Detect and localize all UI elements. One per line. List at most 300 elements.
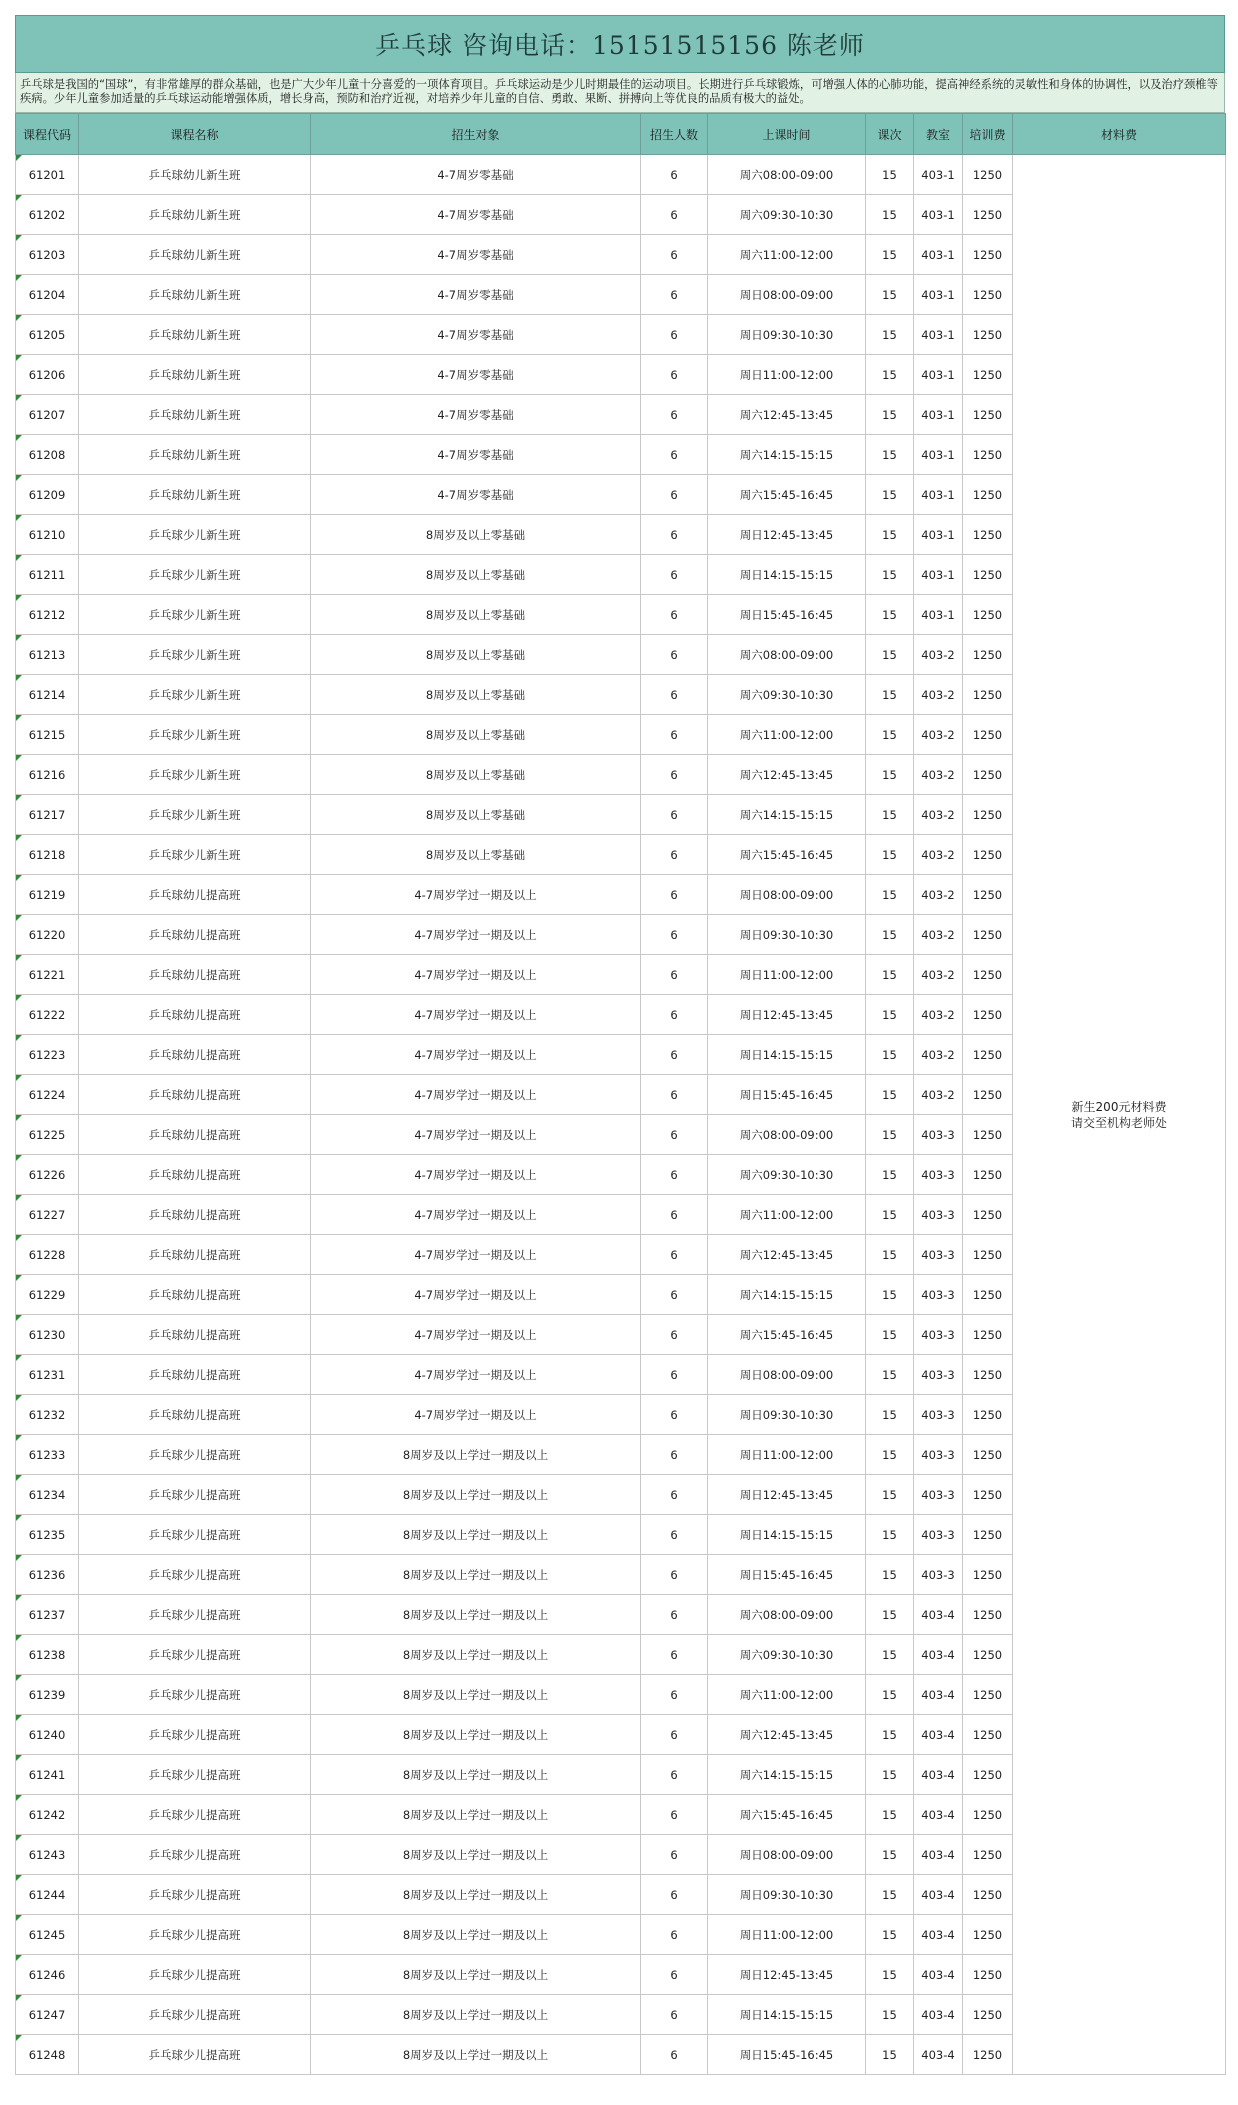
cell-fee: 1250 (963, 915, 1013, 955)
cell-target: 4-7周岁学过一期及以上 (311, 1075, 641, 1115)
cell-fee: 1250 (963, 315, 1013, 355)
cell-sessions: 15 (866, 795, 914, 835)
cell-sessions: 15 (866, 475, 914, 515)
cell-target: 8周岁及以上学过一期及以上 (311, 1675, 641, 1715)
cell-course-name: 乒乓球幼儿新生班 (79, 475, 311, 515)
cell-quota: 6 (641, 1035, 708, 1075)
cell-course-name: 乒乓球幼儿提高班 (79, 1115, 311, 1155)
cell-sessions: 15 (866, 1035, 914, 1075)
cell-course-name: 乒乓球少儿提高班 (79, 1555, 311, 1595)
cell-sessions: 15 (866, 1595, 914, 1635)
cell-code: 61228 (16, 1235, 79, 1275)
cell-quota: 6 (641, 1195, 708, 1235)
cell-target: 8周岁及以上学过一期及以上 (311, 1835, 641, 1875)
cell-time: 周六11:00-12:00 (708, 1675, 866, 1715)
cell-code: 61214 (16, 675, 79, 715)
cell-code: 61207 (16, 395, 79, 435)
cell-time: 周六11:00-12:00 (708, 715, 866, 755)
cell-course-name: 乒乓球少儿提高班 (79, 1595, 311, 1635)
cell-quota: 6 (641, 1395, 708, 1435)
cell-time: 周六09:30-10:30 (708, 195, 866, 235)
cell-fee: 1250 (963, 1635, 1013, 1675)
cell-fee: 1250 (963, 1115, 1013, 1155)
cell-sessions: 15 (866, 1275, 914, 1315)
cell-time: 周六08:00-09:00 (708, 155, 866, 195)
cell-course-name: 乒乓球少儿新生班 (79, 755, 311, 795)
cell-room: 403-3 (914, 1515, 963, 1555)
cell-room: 403-2 (914, 955, 963, 995)
cell-room: 403-4 (914, 1875, 963, 1915)
table-body (16, 155, 1226, 2075)
cell-room: 403-3 (914, 1475, 963, 1515)
cell-quota: 6 (641, 1595, 708, 1635)
cell-course-name: 乒乓球少儿新生班 (79, 635, 311, 675)
cell-target: 4-7周岁学过一期及以上 (311, 1155, 641, 1195)
cell-course-name: 乒乓球少儿提高班 (79, 1435, 311, 1475)
cell-time: 周日15:45-16:45 (708, 2035, 866, 2075)
cell-time: 周日08:00-09:00 (708, 875, 866, 915)
cell-target: 8周岁及以上学过一期及以上 (311, 1795, 641, 1835)
cell-time: 周日12:45-13:45 (708, 515, 866, 555)
cell-course-name: 乒乓球幼儿提高班 (79, 1075, 311, 1115)
cell-sessions: 15 (866, 1475, 914, 1515)
cell-quota: 6 (641, 1155, 708, 1195)
cell-course-name: 乒乓球少儿提高班 (79, 1795, 311, 1835)
cell-time: 周日15:45-16:45 (708, 1555, 866, 1595)
cell-quota: 6 (641, 1955, 708, 1995)
cell-room: 403-1 (914, 475, 963, 515)
cell-target: 4-7周岁学过一期及以上 (311, 1115, 641, 1155)
cell-target: 4-7周岁零基础 (311, 355, 641, 395)
cell-time: 周六14:15-15:15 (708, 435, 866, 475)
cell-target: 8周岁及以上学过一期及以上 (311, 1515, 641, 1555)
cell-time: 周日15:45-16:45 (708, 1075, 866, 1115)
cell-quota: 6 (641, 795, 708, 835)
cell-fee: 1250 (963, 275, 1013, 315)
cell-course-name: 乒乓球少儿提高班 (79, 1635, 311, 1675)
cell-time: 周日09:30-10:30 (708, 1395, 866, 1435)
cell-quota: 6 (641, 1875, 708, 1915)
cell-target: 8周岁及以上学过一期及以上 (311, 1635, 641, 1675)
cell-target: 8周岁及以上学过一期及以上 (311, 1995, 641, 2035)
cell-target: 8周岁及以上零基础 (311, 755, 641, 795)
cell-target: 4-7周岁零基础 (311, 435, 641, 475)
cell-room: 403-2 (914, 795, 963, 835)
cell-course-name: 乒乓球幼儿新生班 (79, 435, 311, 475)
cell-target: 4-7周岁零基础 (311, 195, 641, 235)
cell-room: 403-1 (914, 155, 963, 195)
cell-code: 61209 (16, 475, 79, 515)
cell-quota: 6 (641, 1795, 708, 1835)
cell-quota: 6 (641, 1675, 708, 1715)
cell-course-name: 乒乓球幼儿新生班 (79, 275, 311, 315)
cell-room: 403-4 (914, 1635, 963, 1675)
cell-sessions: 15 (866, 195, 914, 235)
cell-room: 403-2 (914, 635, 963, 675)
cell-room: 403-1 (914, 315, 963, 355)
cell-course-name: 乒乓球少儿提高班 (79, 1875, 311, 1915)
cell-room: 403-1 (914, 435, 963, 475)
cell-code: 61215 (16, 715, 79, 755)
cell-sessions: 15 (866, 675, 914, 715)
cell-time: 周日12:45-13:45 (708, 1955, 866, 1995)
cell-time: 周日12:45-13:45 (708, 1475, 866, 1515)
cell-target: 4-7周岁学过一期及以上 (311, 1195, 641, 1235)
col-header-room: 教室 (914, 114, 963, 155)
cell-code: 61223 (16, 1035, 79, 1075)
cell-sessions: 15 (866, 1235, 914, 1275)
cell-code: 61238 (16, 1635, 79, 1675)
cell-target: 4-7周岁学过一期及以上 (311, 1315, 641, 1355)
cell-quota: 6 (641, 675, 708, 715)
cell-code: 61240 (16, 1715, 79, 1755)
cell-course-name: 乒乓球少儿提高班 (79, 1675, 311, 1715)
cell-room: 403-3 (914, 1435, 963, 1475)
cell-time: 周日08:00-09:00 (708, 1355, 866, 1395)
cell-room: 403-3 (914, 1195, 963, 1235)
cell-fee: 1250 (963, 1995, 1013, 2035)
cell-fee: 1250 (963, 355, 1013, 395)
cell-quota: 6 (641, 195, 708, 235)
cell-room: 403-1 (914, 275, 963, 315)
cell-time: 周六14:15-15:15 (708, 1275, 866, 1315)
cell-code: 61241 (16, 1755, 79, 1795)
cell-code: 61222 (16, 995, 79, 1035)
col-header-target: 招生对象 (311, 114, 641, 155)
cell-course-name: 乒乓球幼儿提高班 (79, 1275, 311, 1315)
cell-time: 周六15:45-16:45 (708, 475, 866, 515)
cell-room: 403-4 (914, 1715, 963, 1755)
cell-sessions: 15 (866, 155, 914, 195)
cell-quota: 6 (641, 1355, 708, 1395)
cell-room: 403-2 (914, 715, 963, 755)
cell-room: 403-2 (914, 755, 963, 795)
cell-quota: 6 (641, 1235, 708, 1275)
cell-code: 61225 (16, 1115, 79, 1155)
cell-sessions: 15 (866, 995, 914, 1035)
cell-quota: 6 (641, 435, 708, 475)
col-header-code: 课程代码 (16, 114, 79, 155)
cell-fee: 1250 (963, 1235, 1013, 1275)
cell-course-name: 乒乓球少儿新生班 (79, 715, 311, 755)
cell-fee: 1250 (963, 1955, 1013, 1995)
cell-fee: 1250 (963, 1875, 1013, 1915)
cell-room: 403-3 (914, 1235, 963, 1275)
cell-sessions: 15 (866, 1835, 914, 1875)
cell-time: 周六12:45-13:45 (708, 1235, 866, 1275)
cell-quota: 6 (641, 1075, 708, 1115)
cell-sessions: 15 (866, 1515, 914, 1555)
cell-time: 周日15:45-16:45 (708, 595, 866, 635)
cell-sessions: 15 (866, 515, 914, 555)
cell-room: 403-4 (914, 1795, 963, 1835)
cell-time: 周六11:00-12:00 (708, 1195, 866, 1235)
cell-quota: 6 (641, 2035, 708, 2075)
course-sheet (15, 15, 1225, 2075)
cell-time: 周日09:30-10:30 (708, 315, 866, 355)
cell-course-name: 乒乓球幼儿提高班 (79, 1155, 311, 1195)
cell-sessions: 15 (866, 315, 914, 355)
cell-sessions: 15 (866, 1115, 914, 1155)
cell-sessions: 15 (866, 435, 914, 475)
cell-course-name: 乒乓球少儿提高班 (79, 1995, 311, 2035)
cell-code: 61230 (16, 1315, 79, 1355)
cell-time: 周六12:45-13:45 (708, 1715, 866, 1755)
cell-code: 61216 (16, 755, 79, 795)
cell-room: 403-1 (914, 355, 963, 395)
cell-code: 61201 (16, 155, 79, 195)
cell-sessions: 15 (866, 1915, 914, 1955)
cell-fee: 1250 (963, 715, 1013, 755)
cell-target: 4-7周岁学过一期及以上 (311, 1235, 641, 1275)
cell-room: 403-1 (914, 515, 963, 555)
cell-room: 403-1 (914, 595, 963, 635)
cell-fee: 1250 (963, 635, 1013, 675)
cell-room: 403-1 (914, 235, 963, 275)
cell-code: 61213 (16, 635, 79, 675)
cell-quota: 6 (641, 835, 708, 875)
cell-code: 61227 (16, 1195, 79, 1235)
cell-target: 8周岁及以上学过一期及以上 (311, 1755, 641, 1795)
cell-quota: 6 (641, 515, 708, 555)
cell-fee: 1250 (963, 1755, 1013, 1795)
cell-course-name: 乒乓球少儿新生班 (79, 515, 311, 555)
cell-quota: 6 (641, 1995, 708, 2035)
cell-room: 403-4 (914, 1955, 963, 1995)
cell-sessions: 15 (866, 1995, 914, 2035)
intro-text: 乒乓球是我国的“国球”，有非常雄厚的群众基础，也是广大少年儿童十分喜爱的一项体育项目。乒乓球运动是少儿时期最佳的运动项目。长期进行乒乓球锻炼，可增强人体的心肺功能，提高神经系统的灵敏性和身体的协调性，以及治疗颈椎等疾病。少年儿童参加适量的乒乓球运动能增强体质，增长身高，预防和治疗近视，对培养少年儿童的自信、勇敢、果断、拼搏向上等优良的品质有极大的益处。 (15, 73, 1225, 113)
cell-fee: 1250 (963, 1795, 1013, 1835)
cell-fee: 1250 (963, 195, 1013, 235)
cell-time: 周日11:00-12:00 (708, 1435, 866, 1475)
cell-target: 8周岁及以上零基础 (311, 515, 641, 555)
cell-fee: 1250 (963, 1835, 1013, 1875)
cell-time: 周日09:30-10:30 (708, 1875, 866, 1915)
cell-fee: 1250 (963, 235, 1013, 275)
cell-fee: 1250 (963, 675, 1013, 715)
cell-time: 周日12:45-13:45 (708, 995, 866, 1035)
cell-course-name: 乒乓球少儿新生班 (79, 675, 311, 715)
col-header-material: 材料费 (1013, 114, 1226, 155)
cell-fee: 1250 (963, 875, 1013, 915)
cell-fee: 1250 (963, 835, 1013, 875)
cell-code: 61244 (16, 1875, 79, 1915)
cell-target: 4-7周岁零基础 (311, 275, 641, 315)
cell-sessions: 15 (866, 715, 914, 755)
cell-course-name: 乒乓球少儿提高班 (79, 2035, 311, 2075)
cell-quota: 6 (641, 595, 708, 635)
cell-room: 403-1 (914, 395, 963, 435)
cell-fee: 1250 (963, 1035, 1013, 1075)
cell-course-name: 乒乓球少儿新生班 (79, 595, 311, 635)
cell-quota: 6 (641, 875, 708, 915)
cell-sessions: 15 (866, 635, 914, 675)
cell-quota: 6 (641, 635, 708, 675)
cell-sessions: 15 (866, 235, 914, 275)
cell-sessions: 15 (866, 755, 914, 795)
cell-course-name: 乒乓球幼儿提高班 (79, 915, 311, 955)
cell-code: 61246 (16, 1955, 79, 1995)
cell-quota: 6 (641, 955, 708, 995)
cell-code: 61233 (16, 1435, 79, 1475)
cell-code: 61204 (16, 275, 79, 315)
cell-sessions: 15 (866, 1395, 914, 1435)
cell-time: 周六11:00-12:00 (708, 235, 866, 275)
cell-quota: 6 (641, 1475, 708, 1515)
cell-course-name: 乒乓球幼儿提高班 (79, 955, 311, 995)
cell-fee: 1250 (963, 1675, 1013, 1715)
header-row (16, 114, 1226, 155)
cell-target: 8周岁及以上学过一期及以上 (311, 1955, 641, 1995)
cell-sessions: 15 (866, 595, 914, 635)
cell-course-name: 乒乓球少儿提高班 (79, 1835, 311, 1875)
cell-time: 周日14:15-15:15 (708, 1035, 866, 1075)
cell-room: 403-4 (914, 1755, 963, 1795)
cell-quota: 6 (641, 1115, 708, 1155)
cell-quota: 6 (641, 915, 708, 955)
cell-target: 4-7周岁学过一期及以上 (311, 915, 641, 955)
cell-time: 周日11:00-12:00 (708, 355, 866, 395)
cell-sessions: 15 (866, 275, 914, 315)
cell-fee: 1250 (963, 435, 1013, 475)
cell-room: 403-4 (914, 1595, 963, 1635)
cell-fee: 1250 (963, 2035, 1013, 2075)
cell-fee: 1250 (963, 1315, 1013, 1355)
cell-sessions: 15 (866, 835, 914, 875)
cell-code: 61217 (16, 795, 79, 835)
cell-room: 403-3 (914, 1555, 963, 1595)
cell-room: 403-2 (914, 1035, 963, 1075)
cell-fee: 1250 (963, 155, 1013, 195)
cell-code: 61229 (16, 1275, 79, 1315)
cell-time: 周日08:00-09:00 (708, 1835, 866, 1875)
cell-course-name: 乒乓球幼儿提高班 (79, 875, 311, 915)
cell-target: 4-7周岁零基础 (311, 475, 641, 515)
cell-course-name: 乒乓球幼儿新生班 (79, 155, 311, 195)
cell-fee: 1250 (963, 1715, 1013, 1755)
cell-quota: 6 (641, 275, 708, 315)
cell-course-name: 乒乓球幼儿提高班 (79, 1195, 311, 1235)
cell-room: 403-4 (914, 2035, 963, 2075)
cell-code: 61242 (16, 1795, 79, 1835)
cell-sessions: 15 (866, 1755, 914, 1795)
cell-fee: 1250 (963, 795, 1013, 835)
cell-sessions: 15 (866, 875, 914, 915)
col-header-quota: 招生人数 (641, 114, 708, 155)
cell-target: 8周岁及以上零基础 (311, 555, 641, 595)
cell-target: 4-7周岁学过一期及以上 (311, 1275, 641, 1315)
col-header-time: 上课时间 (708, 114, 866, 155)
cell-sessions: 15 (866, 1355, 914, 1395)
cell-fee: 1250 (963, 475, 1013, 515)
cell-code: 61224 (16, 1075, 79, 1115)
cell-target: 4-7周岁零基础 (311, 315, 641, 355)
cell-target: 4-7周岁学过一期及以上 (311, 995, 641, 1035)
cell-room: 403-2 (914, 675, 963, 715)
cell-course-name: 乒乓球幼儿新生班 (79, 395, 311, 435)
cell-room: 403-4 (914, 1995, 963, 2035)
cell-course-name: 乒乓球少儿提高班 (79, 1715, 311, 1755)
cell-course-name: 乒乓球少儿新生班 (79, 555, 311, 595)
cell-target: 8周岁及以上学过一期及以上 (311, 1595, 641, 1635)
cell-course-name: 乒乓球幼儿提高班 (79, 1035, 311, 1075)
cell-quota: 6 (641, 1315, 708, 1355)
cell-target: 8周岁及以上零基础 (311, 675, 641, 715)
cell-code: 61212 (16, 595, 79, 635)
cell-room: 403-2 (914, 915, 963, 955)
cell-target: 8周岁及以上零基础 (311, 795, 641, 835)
cell-quota: 6 (641, 1635, 708, 1675)
cell-fee: 1250 (963, 1515, 1013, 1555)
cell-room: 403-2 (914, 1075, 963, 1115)
cell-time: 周六14:15-15:15 (708, 795, 866, 835)
cell-time: 周六08:00-09:00 (708, 1595, 866, 1635)
cell-target: 8周岁及以上学过一期及以上 (311, 1875, 641, 1915)
cell-code: 61245 (16, 1915, 79, 1955)
cell-target: 4-7周岁学过一期及以上 (311, 1395, 641, 1435)
cell-target: 4-7周岁零基础 (311, 235, 641, 275)
cell-time: 周日08:00-09:00 (708, 275, 866, 315)
cell-fee: 1250 (963, 1475, 1013, 1515)
cell-course-name: 乒乓球幼儿提高班 (79, 995, 311, 1035)
cell-sessions: 15 (866, 1435, 914, 1475)
cell-quota: 6 (641, 1435, 708, 1475)
cell-course-name: 乒乓球幼儿提高班 (79, 1395, 311, 1435)
cell-fee: 1250 (963, 995, 1013, 1035)
cell-sessions: 15 (866, 1075, 914, 1115)
cell-fee: 1250 (963, 1355, 1013, 1395)
cell-target: 8周岁及以上学过一期及以上 (311, 1715, 641, 1755)
cell-time: 周日14:15-15:15 (708, 555, 866, 595)
cell-quota: 6 (641, 755, 708, 795)
cell-target: 4-7周岁学过一期及以上 (311, 1035, 641, 1075)
cell-time: 周六08:00-09:00 (708, 635, 866, 675)
cell-course-name: 乒乓球少儿提高班 (79, 1515, 311, 1555)
cell-fee: 1250 (963, 1395, 1013, 1435)
cell-fee: 1250 (963, 555, 1013, 595)
cell-target: 4-7周岁学过一期及以上 (311, 875, 641, 915)
cell-room: 403-3 (914, 1315, 963, 1355)
cell-room: 403-3 (914, 1115, 963, 1155)
cell-room: 403-2 (914, 875, 963, 915)
cell-target: 8周岁及以上零基础 (311, 635, 641, 675)
cell-fee: 1250 (963, 395, 1013, 435)
cell-course-name: 乒乓球少儿提高班 (79, 1915, 311, 1955)
cell-quota: 6 (641, 475, 708, 515)
cell-quota: 6 (641, 1755, 708, 1795)
cell-time: 周六15:45-16:45 (708, 1315, 866, 1355)
cell-fee: 1250 (963, 1915, 1013, 1955)
cell-quota: 6 (641, 555, 708, 595)
cell-room: 403-4 (914, 1915, 963, 1955)
cell-code: 61206 (16, 355, 79, 395)
cell-sessions: 15 (866, 915, 914, 955)
cell-sessions: 15 (866, 1635, 914, 1675)
cell-target: 8周岁及以上学过一期及以上 (311, 1915, 641, 1955)
cell-code: 61234 (16, 1475, 79, 1515)
cell-quota: 6 (641, 1715, 708, 1755)
cell-fee: 1250 (963, 955, 1013, 995)
cell-quota: 6 (641, 1555, 708, 1595)
cell-course-name: 乒乓球少儿提高班 (79, 1475, 311, 1515)
cell-target: 4-7周岁学过一期及以上 (311, 955, 641, 995)
cell-time: 周六08:00-09:00 (708, 1115, 866, 1155)
col-header-sessions: 课次 (866, 114, 914, 155)
cell-fee: 1250 (963, 1075, 1013, 1115)
cell-quota: 6 (641, 715, 708, 755)
cell-time: 周日11:00-12:00 (708, 955, 866, 995)
cell-quota: 6 (641, 1275, 708, 1315)
